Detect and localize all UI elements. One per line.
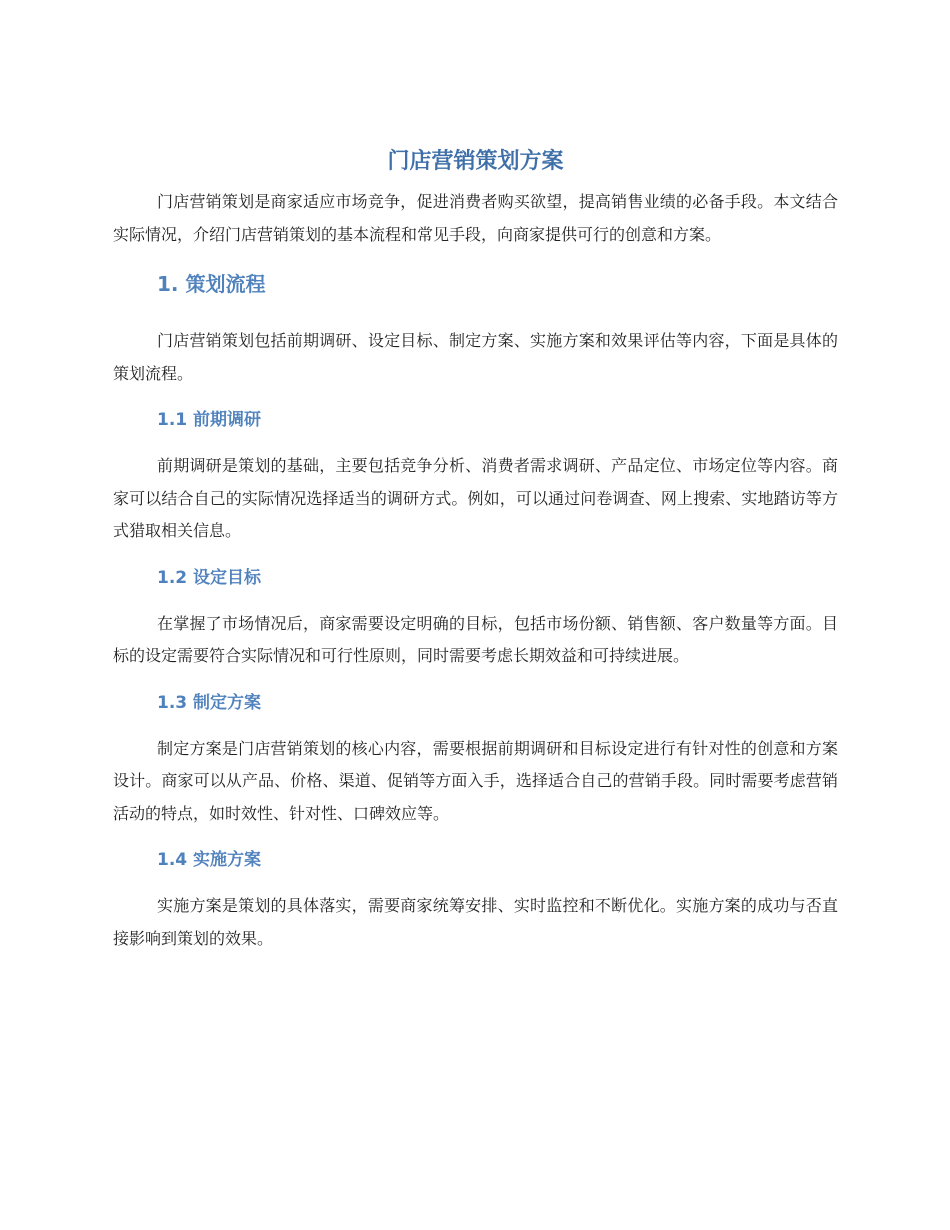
section-heading-planning-process: 1. 策划流程 [157, 272, 266, 296]
intro-paragraph: 门店营销策划是商家适应市场竞争，促进消费者购买欲望，提高销售业绩的必备手段。本文结合实际情况，介绍门店营销策划的基本流程和常见手段，向商家提供可行的创意和方案。 [113, 192, 838, 244]
subsection-heading-set-goals: 1.2 设定目标 [157, 567, 262, 588]
subsection-paragraph-research: 前期调研是策划的基础，主要包括竞争分析、消费者需求调研、产品定位、市场定位等内容。商家可以结合自己的实际情况选择适当的调研方式。例如，可以通过问卷调查、网上搜索、实地踏访等方式猎取相关信息。 [113, 456, 838, 540]
subsection-heading-make-plan: 1.3 制定方案 [157, 692, 262, 713]
document-page [113, 138, 838, 955]
subsection-heading-implement-plan: 1.4 实施方案 [157, 850, 262, 870]
subsection-paragraph-set-goals: 在掌握了市场情况后，商家需要设定明确的目标，包括市场份额、销售额、客户数量等方面。目标的设定需要符合实际情况和可行性原则，同时需要考虑长期效益和可持续进展。 [113, 613, 838, 665]
section-paragraph-planning-process: 门店营销策划包括前期调研、设定目标、制定方案、实施方案和效果评估等内容，下面是具体的策划流程。 [113, 331, 838, 383]
subsection-paragraph-make-plan: 制定方案是门店营销策划的核心内容，需要根据前期调研和目标设定进行有针对性的创意和方案设计。商家可以从产品、价格、渠道、促销等方面入手，选择适合自己的营销手段。同时需要考虑营销活动的特点，如时效性、针对性、口碑效应等。 [113, 738, 838, 823]
document-title: 门店营销策划方案 [387, 149, 564, 174]
subsection-heading-research: 1.1 前期调研 [157, 410, 262, 430]
subsection-paragraph-implement-plan: 实施方案是策划的具体落实，需要商家统筹安排、实时监控和不断优化。实施方案的成功与否直接影响到策划的效果。 [113, 896, 838, 948]
